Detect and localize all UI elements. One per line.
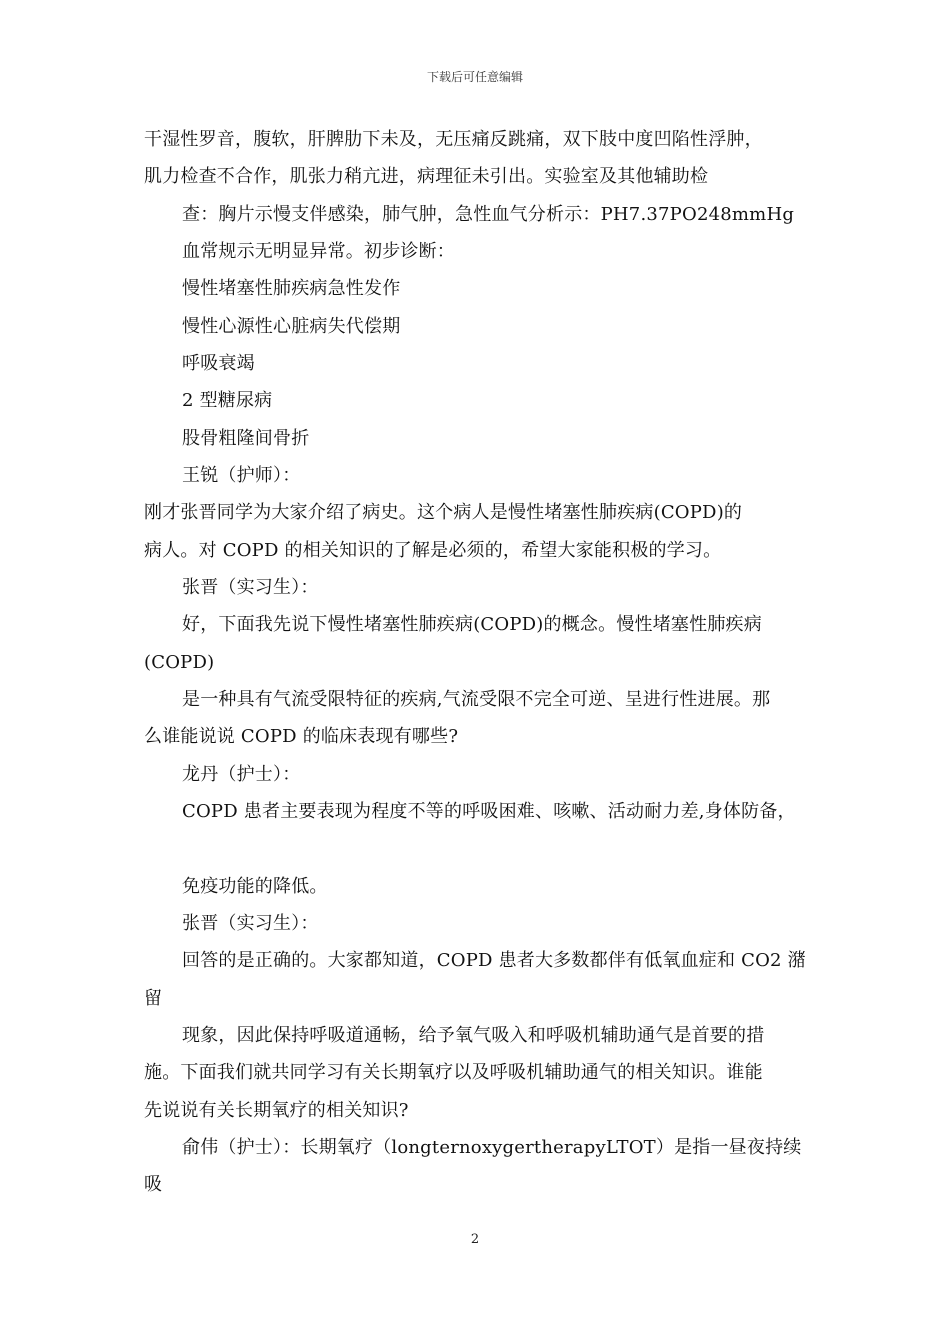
text-line: 留 bbox=[144, 988, 163, 1009]
diagnosis-item: 股骨粗隆间骨折 bbox=[182, 428, 310, 449]
text-line: 先说说有关长期氧疗的相关知识? bbox=[144, 1100, 409, 1121]
speaker-label: 张晋（实习生）： bbox=[182, 913, 319, 934]
text-line: 施。下面我们就共同学习有关长期氧疗以及呼吸机辅助通气的相关知识。谁能 bbox=[144, 1062, 763, 1083]
text-line: 病人。对 COPD 的相关知识的了解是必须的，希望大家能积极的学习。 bbox=[144, 540, 722, 561]
text-line: 是一种具有气流受限特征的疾病,气流受限不完全可逆、呈进行性进展。那 bbox=[182, 689, 771, 710]
text-line: 查：胸片示慢支伴感染，肺气肿，急性血气分析示：PH7.37PO248mmHg bbox=[182, 204, 795, 225]
text-line: 干湿性罗音，腹软，肝脾肋下未及，无压痛反跳痛，双下肢中度凹陷性浮肿， bbox=[144, 129, 763, 150]
text-line: 好，下面我先说下慢性堵塞性肺疾病(COPD)的概念。慢性堵塞性肺疾病 bbox=[182, 614, 762, 635]
speaker-label: 张晋（实习生）： bbox=[182, 577, 319, 598]
diagnosis-item: 呼吸衰竭 bbox=[182, 353, 255, 374]
page-number: 2 bbox=[470, 1232, 480, 1247]
page-header: 下载后可任意编辑 bbox=[426, 70, 523, 84]
text-line: 血常规示无明显异常。初步诊断： bbox=[182, 241, 455, 262]
diagnosis-item: 慢性心源性心脏病失代偿期 bbox=[182, 316, 401, 337]
text-line: 肌力检查不合作，肌张力稍亢进，病理征未引出。实验室及其他辅助检 bbox=[144, 166, 709, 187]
text-line: 回答的是正确的。大家都知道，COPD 患者大多数都伴有低氧血症和 CO2 潴 bbox=[182, 950, 806, 971]
diagnosis-item: 慢性堵塞性肺疾病急性发作 bbox=[182, 278, 401, 299]
speaker-label: 王锐（护师）： bbox=[182, 465, 301, 486]
text-line: COPD 患者主要表现为程度不等的呼吸困难、咳嗽、活动耐力差,身体防备， bbox=[182, 801, 796, 822]
text-line: 俞伟（护士）：长期氧疗（longternoxygertherapyLTOT）是指一昼夜持续 bbox=[182, 1137, 802, 1158]
text-line: 么谁能说说 COPD 的临床表现有哪些? bbox=[144, 726, 459, 747]
text-line: 现象，因此保持呼吸道通畅，给予氧气吸入和呼吸机辅助通气是首要的措 bbox=[182, 1025, 765, 1046]
text-line: 免疫功能的降低。 bbox=[182, 876, 328, 897]
text-line: 刚才张晋同学为大家介绍了病史。这个病人是慢性堵塞性肺疾病(COPD)的 bbox=[144, 502, 743, 523]
speaker-label: 龙丹（护士）： bbox=[182, 764, 301, 785]
text-line: (COPD) bbox=[144, 652, 215, 673]
diagnosis-item: 2 型糖尿病 bbox=[182, 390, 273, 411]
text-line: 吸 bbox=[144, 1174, 163, 1195]
